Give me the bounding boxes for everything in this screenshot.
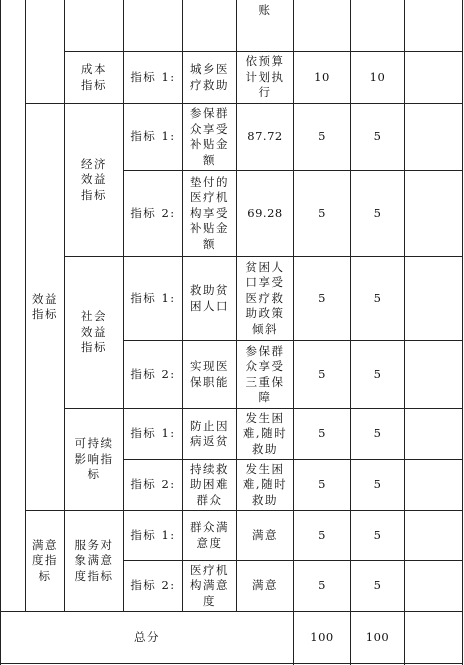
secondary-indicator: 社会 效益 指标 bbox=[81, 309, 107, 355]
secondary-indicator: 成本 指标 bbox=[81, 62, 107, 92]
total-label: 总分 bbox=[134, 629, 160, 644]
indicator-number: 指标 1: bbox=[130, 69, 176, 84]
indicator-number: 指标 2: bbox=[130, 578, 176, 593]
grid-line bbox=[0, 0, 1, 665]
score-value: 5 bbox=[373, 205, 382, 220]
indicator-name: 群众满 意度 bbox=[190, 520, 229, 550]
secondary-indicator: 服务对 象满意 度指标 bbox=[74, 537, 114, 583]
indicator-number: 指标 2: bbox=[130, 477, 176, 492]
score-value: 5 bbox=[373, 578, 382, 593]
indicator-name: 持续救 助困难 群众 bbox=[190, 461, 229, 507]
weight-value: 5 bbox=[318, 426, 326, 441]
score-value: 5 bbox=[373, 477, 382, 492]
secondary-indicator: 可持续 影响指 标 bbox=[74, 436, 114, 482]
standard-text: 满意 bbox=[252, 578, 278, 593]
grid-line bbox=[404, 0, 405, 665]
standard-value: 87.72 bbox=[247, 129, 283, 144]
score-value: 5 bbox=[373, 366, 382, 381]
weight-value: 10 bbox=[314, 69, 330, 84]
weight-value: 5 bbox=[318, 366, 326, 381]
indicator-number: 指标 1: bbox=[130, 129, 176, 144]
standard-text: 发生困 难,随时 救助 bbox=[242, 461, 288, 507]
standard-text: 发生困 难,随时 救助 bbox=[242, 410, 288, 456]
grid-line bbox=[0, 663, 463, 664]
indicator-name: 救助贫 困人口 bbox=[190, 283, 229, 313]
total-score: 100 bbox=[365, 629, 390, 644]
indicator-name: 参保群 众享受 补贴金 额 bbox=[190, 106, 229, 167]
indicator-name: 城乡医 疗救助 bbox=[190, 62, 229, 92]
score-value: 5 bbox=[373, 129, 382, 144]
standard-text: 参保群 众享受 三重保 障 bbox=[245, 343, 285, 404]
weight-value: 5 bbox=[318, 527, 326, 542]
primary-indicator: 满意 度指标 bbox=[32, 537, 58, 583]
score-value: 5 bbox=[373, 426, 382, 441]
indicator-name: 防止因 病返贫 bbox=[190, 418, 229, 448]
standard-text: 满意 bbox=[252, 527, 278, 542]
indicator-number: 指标 2: bbox=[130, 205, 176, 220]
weight-value: 5 bbox=[318, 477, 326, 492]
standard-value: 69.28 bbox=[247, 205, 283, 220]
indicator-number: 指标 2: bbox=[130, 366, 176, 381]
indicator-name: 实现医 保职能 bbox=[190, 359, 229, 389]
score-value: 5 bbox=[373, 290, 382, 305]
standard-text: 账 bbox=[258, 3, 272, 18]
weight-value: 5 bbox=[318, 205, 326, 220]
indicator-name: 垫付的 医疗机 构享受 补贴金 额 bbox=[190, 174, 229, 251]
standard-text: 依预算 计划执 行 bbox=[245, 54, 285, 100]
primary-indicator: 效益 指标 bbox=[32, 291, 58, 321]
indicator-number: 指标 1: bbox=[130, 290, 176, 305]
score-value: 10 bbox=[369, 69, 386, 84]
weight-value: 5 bbox=[318, 578, 326, 593]
weight-value: 5 bbox=[318, 129, 326, 144]
weight-value: 5 bbox=[318, 290, 326, 305]
indicator-name: 医疗机 构满意 度 bbox=[190, 562, 229, 608]
standard-text: 贫困人 口享受 医疗救 助政策 倾斜 bbox=[245, 259, 285, 336]
grid-line bbox=[462, 0, 463, 665]
score-value: 5 bbox=[373, 527, 382, 542]
indicator-number: 指标 1: bbox=[130, 527, 176, 542]
total-weight: 100 bbox=[310, 629, 334, 644]
secondary-indicator: 经济 效益 指标 bbox=[81, 156, 107, 202]
indicator-number: 指标 1: bbox=[130, 426, 176, 441]
